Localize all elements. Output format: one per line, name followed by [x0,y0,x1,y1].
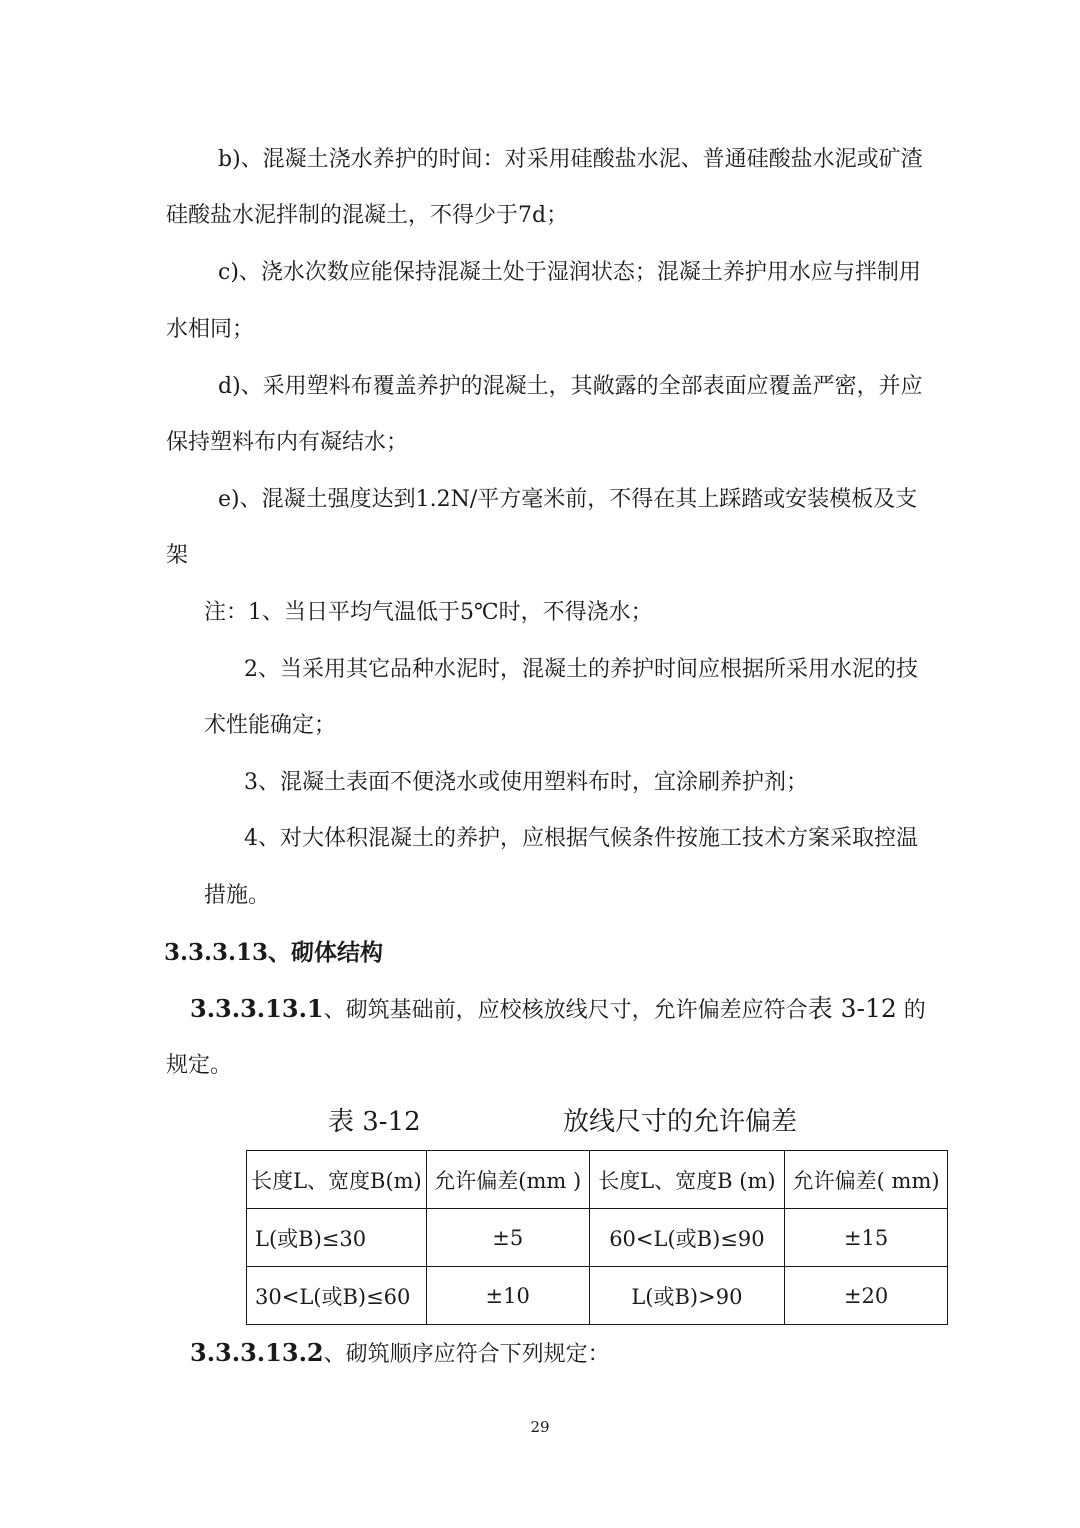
paragraph-b-line2: 硅酸盐水泥拌制的混凝土，不得少于7d； [166,203,569,228]
table-reference: 表 3-12 [807,994,897,1023]
table-caption-title: 放线尺寸的允许偏差 [563,1107,798,1137]
clause-1-text-end: 的 [896,998,926,1023]
paragraph-e-line1: e)、混凝土强度达到1.2N/平方毫米前，不得在其上踩踏或安装模板及支 [218,487,918,512]
clause-1-text: 、砌筑基础前，应校核放线尺寸，允许偏差应符合 [323,998,808,1023]
header-cell: 允许偏差( mm) [785,1151,948,1209]
table-cell: 30<L(或B)≤60 [247,1267,427,1325]
table-cell: L(或B)≤30 [247,1209,427,1267]
header-cell: 长度L、宽度B (m) [589,1151,785,1209]
table-row [247,1267,948,1325]
table-row [247,1209,948,1267]
note-3: 3、混凝土表面不便浇水或使用塑料布时，宜涂刷养护剂； [244,770,808,795]
table-cell: L(或B)>90 [589,1267,785,1325]
paragraph-d-line1: d)、采用塑料布覆盖养护的混凝土，其敞露的全部表面应覆盖严密，并应 [218,374,923,399]
paragraph-c-line1: c)、浇水次数应能保持混凝土处于湿润状态；混凝土养护用水应与拌制用 [218,260,921,285]
page-number: 29 [530,1418,550,1436]
note-1: 注：1、当日平均气温低于5℃时，不得浇水； [204,600,653,625]
clause-1-line1 [190,994,926,1026]
note-4-line2: 措施。 [204,883,271,908]
table-cell: ±10 [426,1267,589,1325]
clause-1-line2: 规定。 [166,1053,233,1078]
note-4-line1: 4、对大体积混凝土的养护，应根据气候条件按施工技术方案采取控温 [244,826,918,851]
paragraph-b-line1: b)、混凝土浇水养护的时间：对采用硅酸盐水泥、普通硅酸盐水泥或矿渣 [218,147,923,172]
note-2-line2: 术性能确定； [204,713,337,738]
clause-2 [190,1338,610,1370]
table-header-row [247,1151,948,1209]
table-caption-number: 表 3-12 [328,1107,421,1137]
paragraph-c-line2: 水相同； [166,317,255,342]
clause-2-number: 3.3.3.13.2 [190,1338,324,1367]
table-cell: ±20 [785,1267,948,1325]
header-cell: 长度L、宽度B(m) [247,1151,427,1209]
table-cell: 60<L(或B)≤90 [589,1209,785,1267]
deviation-table [246,1150,948,1325]
clause-1-number: 3.3.3.13.1 [190,994,324,1023]
table-cell: ±15 [785,1209,948,1267]
paragraph-d-line2: 保持塑料布内有凝结水； [166,430,409,455]
header-cell: 允许偏差(mm ) [426,1151,589,1209]
section-heading: 3.3.3.13、砌体结构 [164,939,384,966]
table-cell: ±5 [426,1209,589,1267]
clause-2-text: 、砌筑顺序应符合下列规定： [323,1342,610,1367]
note-2-line1: 2、当采用其它品种水泥时，混凝土的养护时间应根据所采用水泥的技 [244,657,918,682]
paragraph-e-line2: 架 [166,543,189,568]
